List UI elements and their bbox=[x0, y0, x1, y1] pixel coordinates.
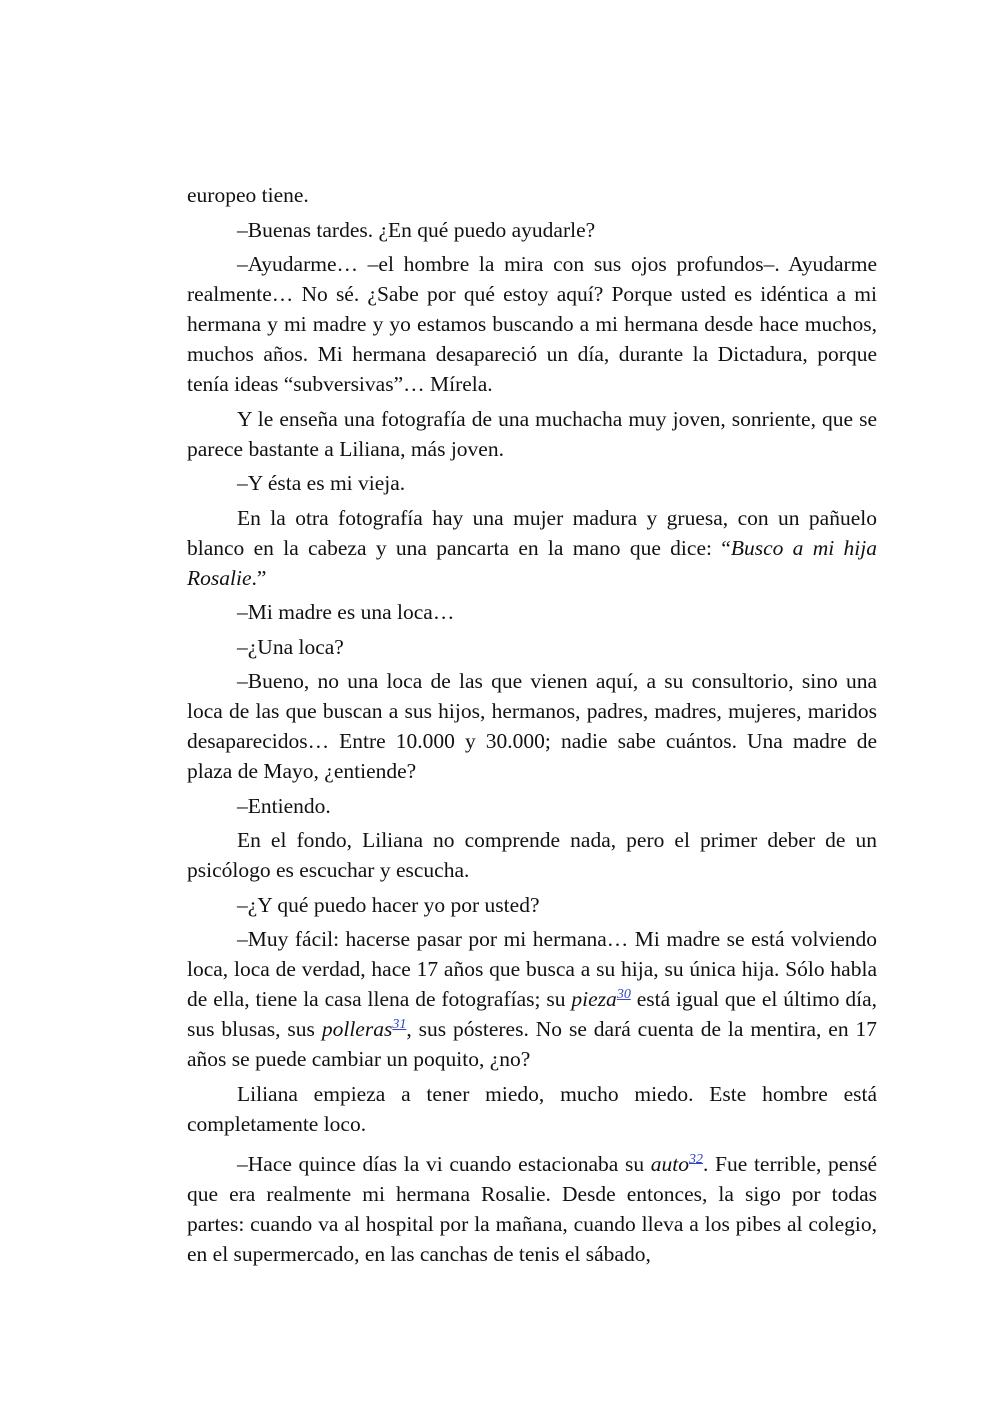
paragraph: –¿Una loca? bbox=[237, 634, 344, 659]
italic-word: auto bbox=[650, 1151, 690, 1176]
paragraph: Y le enseña una fotografía de una muchacha muy joven, sonriente, que se parece bastante a Liliana, más joven. bbox=[187, 406, 877, 461]
paragraph bbox=[187, 503, 877, 593]
paragraph bbox=[187, 1149, 877, 1269]
text-run: . Fue terrible, pensé que era realmente mi hermana Rosalie. Desde entonces, la sigo por todas partes: cuando va al hospital por la mañana, cuando lleva a los pibes al colegio, en el supermercado, en las canchas de tenis el sábado, bbox=[187, 1151, 877, 1266]
paragraph: –Bueno, no una loca de las que vienen aquí, a su consultorio, sino una loca de las que buscan a sus hijos, hermanos, padres, madres, mujeres, maridos desaparecidos… Entre 10.000 y 30.000; nadie sabe cuántos. Una madre de plaza de Mayo, ¿entiende? bbox=[187, 669, 877, 783]
paragraph: –Buenas tardes. ¿En qué puedo ayudarle? bbox=[237, 217, 596, 242]
paragraph: –Mi madre es una loca… bbox=[237, 600, 455, 624]
paragraph: –Ayudarme… –el hombre la mira con sus ojos profundos–. Ayudarme realmente… No sé. ¿Sabe por qué estoy aquí? Porque usted es idéntica a mi hermana y mi madre y yo estamos buscando a mi hermana desde hace muchos, muchos años. Mi hermana desapareció un día, durante la Dictadura, porque tenía ideas “subversivas”… Mírela. bbox=[187, 252, 877, 396]
italic-word: pieza bbox=[571, 987, 617, 1011]
italic-word: polleras bbox=[321, 1017, 393, 1041]
italic-quote: Busco a mi hija Rosalie bbox=[187, 535, 877, 590]
paragraph: Liliana empieza a tener miedo, mucho miedo. Este hombre está completamente loco. bbox=[187, 1081, 877, 1136]
paragraph: europeo tiene. bbox=[187, 183, 309, 207]
footnote-link-32[interactable]: 32 bbox=[689, 1151, 704, 1167]
text-run: En la otra fotografía hay una mujer madura y gruesa, con un pañuelo blanco en la cabeza y una pancarta en la mano que dice: “ bbox=[187, 505, 877, 560]
text-run: .” bbox=[251, 565, 267, 590]
paragraph: –Entiendo. bbox=[237, 793, 331, 818]
footnote-link-30[interactable]: 30 bbox=[616, 986, 631, 1002]
paragraph: En el fondo, Liliana no comprende nada, pero el primer deber de un psicólogo es escuchar y escucha. bbox=[187, 828, 877, 882]
page-body bbox=[187, 180, 877, 1269]
text-run: –Muy fácil: hacerse pasar por mi hermana… Mi madre se está volviendo loca, loca de verdad, hace 17 años que busca a su hija, su única hija. Sólo habla de ella, tiene la casa llena de fotografías; su bbox=[187, 927, 877, 1011]
text-run: está igual que el último día, sus blusas, sus bbox=[187, 987, 877, 1041]
footnote-link-31[interactable]: 31 bbox=[392, 1016, 407, 1032]
paragraph bbox=[187, 924, 877, 1074]
text-run: , sus pósteres. No se dará cuenta de la mentira, en 17 años se puede cambiar un poquito, ¿no? bbox=[187, 1017, 877, 1071]
paragraph: –¿Y qué puedo hacer yo por usted? bbox=[237, 892, 540, 917]
paragraph: –Y ésta es mi vieja. bbox=[237, 471, 406, 495]
text-run: –Hace quince días la vi cuando estacionaba su bbox=[237, 1151, 651, 1176]
